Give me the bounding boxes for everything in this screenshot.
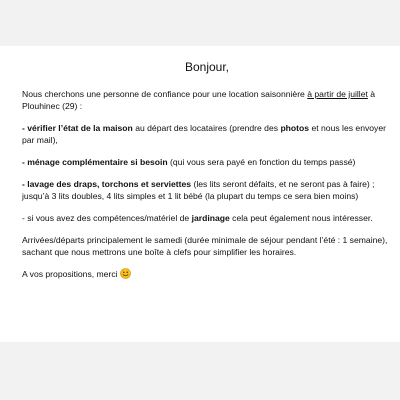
intro-text-1: Nous cherchons une personne de confiance pour une location saisonnière [22,89,308,99]
smiley-icon [120,268,131,282]
document-page [0,46,400,342]
task-cleaning-title: - ménage complémentaire si besoin [22,157,168,167]
task-gardening [22,212,392,224]
greeting: Bonjour, [184,60,230,74]
task-check-house-text-1: au départ des locataires (prendre des [132,123,281,133]
document-content [22,60,392,292]
task-check-house [22,122,392,146]
task-cleaning [22,156,392,168]
task-check-house-text-2: et nous les envoyer par mail), [22,123,386,145]
task-laundry-text: (les lits seront défaits, et ne seront pas à faire) ; jusqu’à 3 lits doubles, 4 lits simples et 1 lit bébé (la plupart du temps ce sera bien moins) [22,179,375,201]
arrivals-paragraph: Arrivées/départs principalement le samedi (durée minimale de séjour pendant l’été : 1 semaine), sachant que nous mettrons une boîte à clefs pour simplifier les horaires. [22,235,388,257]
intro-paragraph [22,88,392,112]
task-laundry-title: - lavage des draps, torchons et serviettes [22,179,192,189]
task-check-house-photos: photos [280,123,310,133]
intro-date: à partir de juillet [307,89,368,99]
task-gardening-text-2: cela peut également nous intéresser. [229,213,373,223]
closing-text: A vos propositions, merci [22,269,118,279]
intro-text-2: à Plouhinec (29) : [22,89,376,111]
closing-paragraph [22,268,392,282]
task-gardening-bold: jardinage [191,213,230,223]
task-check-house-title: - vérifier l’état de la maison [22,123,133,133]
task-gardening-text-1: - si vous avez des compétences/matériel de [22,213,192,223]
task-laundry [22,178,392,202]
task-cleaning-text: (qui vous sera payé en fonction du temps passé) [167,157,356,167]
